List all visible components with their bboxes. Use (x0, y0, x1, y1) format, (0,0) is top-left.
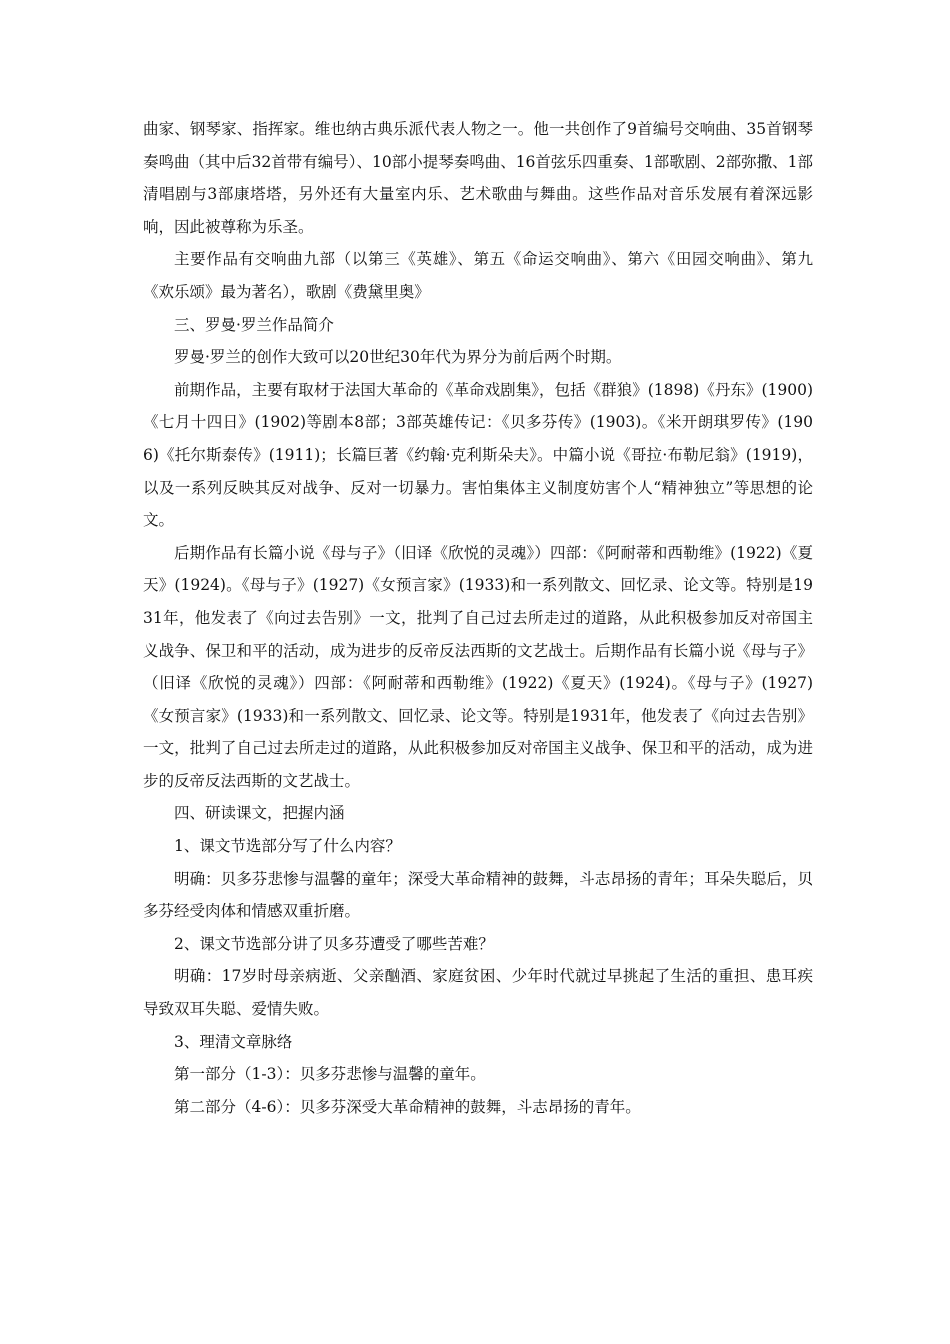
paragraph-beethoven-intro: 曲家、钢琴家、指挥家。维也纳古典乐派代表人物之一。他一共创作了9首编号交响曲、35首钢琴奏鸣曲（其中后32首带有编号）、10部小提琴奏鸣曲、16首弦乐四重奏、1部歌剧、2部弥撒、1部清唱剧与3部康塔塔，另外还有大量室内乐、艺术歌曲与舞曲。这些作品对音乐发展有着深远影响，因此被尊称为乐圣。 (143, 120, 814, 236)
question-2: 2、课文节选部分讲了贝多芬遭受了哪些苦难？ (174, 934, 494, 953)
paragraph-major-works: 主要作品有交响曲九部（以第三《英雄》、第五《命运交响曲》、第六《田园交响曲》、第九《欢乐颂》最为著名），歌剧《费黛里奥》 (143, 250, 813, 301)
section-heading-study-text: 四、研读课文，把握内涵 (174, 804, 345, 823)
paragraph-rolland-periods: 罗曼·罗兰的创作大致可以20世纪30年代为界分为前后两个时期。 (174, 348, 622, 367)
section-heading-rolland-works: 三、罗曼·罗兰作品简介 (174, 315, 334, 334)
question-3: 3、理清文章脉络 (174, 1032, 293, 1051)
answer-2: 明确：17岁时母亲病逝、父亲酗酒、家庭贫困、少年时代就过早挑起了生活的重担、患耳疾导致双耳失聪、爱情失败。 (143, 967, 813, 1019)
paragraph-later-works: 后期作品有长篇小说《母与子》（旧译《欣悦的灵魂》）四部：《阿耐蒂和西勒维》(1922)《夏天》(1924)。《母与子》(1927)《女预言家》(1933)和一系列散文、回忆录、论文等。特别是1931年，他发表了《向过去告别》一文，批判了自己过去所走过的道路，从此积极参加反对帝国主义战争、保卫和平的活动，成为进步的反帝反法西斯的文艺战士。后期作品有长篇小说《母与子》（旧译《欣悦的灵魂》）四部：《阿耐蒂和西勒维》(1922)《夏天》(1924)。《母与子》(1927)《女预言家》(1933)和一系列散文、回忆录、论文等。特别是1931年，他发表了《向过去告别》一文，批判了自己过去所走过的道路，从此积极参加反对帝国主义战争、保卫和平的活动，成为进步的反帝反法西斯的文艺战士。 (143, 543, 813, 790)
paragraph-early-works: 前期作品，主要有取材于法国大革命的《革命戏剧集》，包括《群狼》(1898)《丹东》(1900)《七月十四日》(1902)等剧本8部；3部英雄传记：《贝多芬传》(1903)。《米开朗琪罗传》(1906)《托尔斯泰传》(1911)；长篇巨著《约翰·克利斯朵夫》。中篇小说《哥拉·布勒尼翁》(1919)，以及一系列反映其反对战争、反对一切暴力。害怕集体主义制度妨害个人“精神独立”等思想的论文。 (143, 380, 813, 530)
outline-part-2: 第二部分（4-6）：贝多芬深受大革命精神的鼓舞，斗志昂扬的青年。 (174, 1097, 641, 1116)
answer-1: 明确：贝多芬悲惨与温馨的童年；深受大革命精神的鼓舞，斗志昂扬的青年；耳朵失聪后，贝多芬经受肉体和情感双重折磨。 (143, 869, 813, 921)
document-body (143, 113, 813, 1123)
outline-part-1: 第一部分（1-3）：贝多芬悲惨与温馨的童年。 (174, 1065, 486, 1084)
question-1: 1、课文节选部分写了什么内容？ (174, 837, 401, 856)
